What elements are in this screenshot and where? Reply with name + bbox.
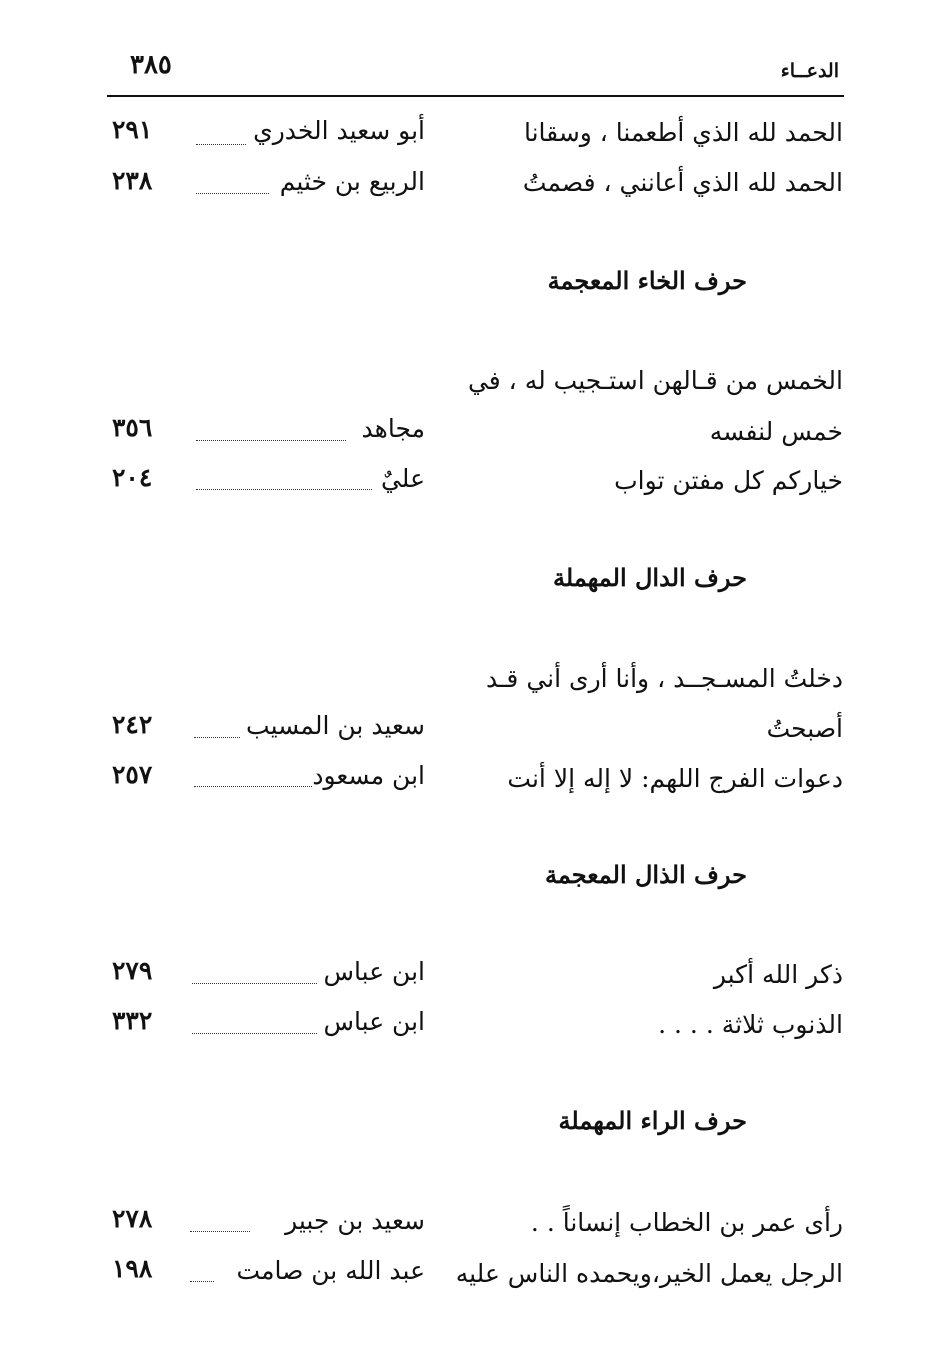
entry-text: أصبحتُ — [766, 714, 843, 743]
entry-text: الذنوب ثلاثة . . . . — [658, 1010, 843, 1039]
entry-page: ٢٩١ — [112, 115, 153, 144]
leader-dots — [192, 983, 317, 984]
entry-narrator: أبو سعيد الخدري — [253, 116, 425, 145]
section-heading: حرف الذال المعجمة — [544, 860, 747, 889]
leader-dots — [196, 489, 372, 490]
entry-text: دعوات الفرج اللهم: لا إله إلا أنت — [507, 764, 843, 793]
leader-dots — [190, 1281, 214, 1282]
entry-narrator: سعيد بن جبير — [285, 1206, 425, 1235]
entry-narrator: مجاهد — [361, 414, 425, 443]
entry-page: ٢٤٢ — [112, 710, 153, 739]
entry-text: الرجل يعمل الخير،ويحمده الناس عليه — [455, 1259, 843, 1288]
section-heading: حرف الدال المهملة — [553, 563, 747, 592]
leader-dots — [190, 1231, 250, 1232]
entry-text: خمس لنفسه — [709, 417, 843, 446]
entry-page: ٣٥٦ — [112, 413, 153, 442]
leader-dots — [196, 144, 246, 145]
entry-narrator: عبد الله بن صامت — [236, 1256, 425, 1285]
entry-page: ٢٧٨ — [112, 1204, 153, 1233]
entry-page: ١٩٨ — [112, 1254, 153, 1283]
entry-narrator: عليٌ — [380, 464, 425, 493]
entry-page: ٣٣٢ — [112, 1006, 153, 1035]
entry-text: الحمد لله الذي أطعمنا ، وسقانا — [523, 118, 843, 147]
entry-text: الحمد لله الذي أعانني ، فصمتُ — [522, 168, 843, 197]
entry-narrator: ابن عباس — [323, 957, 425, 986]
leader-dots — [194, 786, 312, 787]
page-number: ٣٨٥ — [130, 50, 172, 80]
entry-text: دخلتُ المسـجــد ، وأنا أرى أني قـد — [485, 664, 843, 693]
entry-text: خياركم كل مفتن تواب — [614, 466, 843, 495]
leader-dots — [196, 193, 269, 194]
leader-dots — [194, 737, 240, 738]
entry-narrator: ابن عباس — [323, 1007, 425, 1036]
running-header-title: الدعــاء — [780, 60, 839, 82]
entry-text: الخمس من قـالهن استـجيب له ، في — [467, 366, 843, 395]
entry-page: ٢٠٤ — [112, 463, 153, 492]
entry-narrator: سعيد بن المسيب — [246, 711, 425, 740]
header-rule — [107, 95, 844, 97]
entry-page: ٢٧٩ — [112, 956, 153, 985]
entry-page: ٢٥٧ — [112, 760, 153, 789]
entry-text: ذكر الله أكبر — [713, 960, 843, 989]
entry-page: ٢٣٨ — [112, 166, 153, 195]
section-heading: حرف الخاء المعجمة — [547, 266, 747, 295]
leader-dots — [192, 1033, 317, 1034]
section-heading: حرف الراء المهملة — [558, 1106, 747, 1135]
entry-narrator: ابن مسعود — [312, 761, 425, 790]
entry-narrator: الربيع بن خثيم — [279, 167, 425, 196]
leader-dots — [196, 440, 346, 441]
entry-text: رأى عمر بن الخطاب إنساناً . . — [530, 1208, 843, 1237]
